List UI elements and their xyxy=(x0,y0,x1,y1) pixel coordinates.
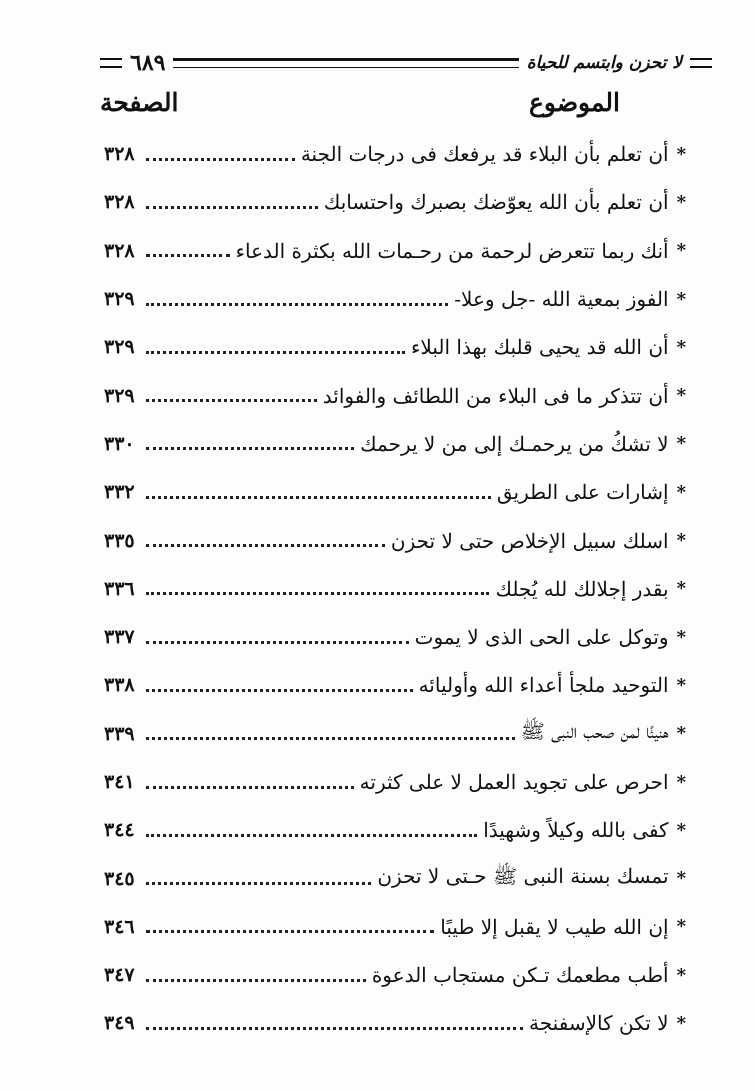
entry-page-number: ٣٣٠ xyxy=(104,432,135,455)
bullet-star: * xyxy=(676,530,686,552)
table-of-contents xyxy=(104,130,686,1048)
entry-topic: تمسك بسنة النبى ﷺ حـتى لا تحزن xyxy=(377,864,669,889)
toc-entry xyxy=(104,178,686,226)
toc-entry xyxy=(104,710,686,758)
dot-leader xyxy=(146,351,405,354)
entry-topic: إشارات على الطريق xyxy=(496,480,669,505)
bullet-star: * xyxy=(676,143,686,165)
entry-topic: الفوز بمعية الله -جل وعلا- xyxy=(454,287,669,312)
toc-entry xyxy=(104,420,686,468)
toc-entry xyxy=(104,806,686,854)
toc-entry xyxy=(104,275,686,323)
dot-leader xyxy=(146,979,366,982)
toc-entry xyxy=(104,371,686,419)
dot-leader xyxy=(146,303,448,306)
entry-page-number: ٣٣٦ xyxy=(104,577,135,600)
entry-topic: هنيئًا لمن صحب النبى ﷺ xyxy=(520,719,669,744)
entry-page-number: ٣٣٢ xyxy=(104,481,135,504)
dot-leader xyxy=(146,786,354,789)
bullet-star: * xyxy=(676,336,686,358)
entry-topic: وتوكل على الحى الذى لا يموت xyxy=(414,625,669,650)
entry-page-number: ٣٤١ xyxy=(104,771,135,793)
header-rule-stub xyxy=(100,58,122,68)
bullet-star: * xyxy=(676,626,686,648)
entry-topic: أن الله قد يحيى قلبك بهذا البلاء xyxy=(411,335,669,360)
dot-leader xyxy=(146,447,354,450)
topic-column-heading: الموضوع xyxy=(529,87,620,117)
entry-page-number: ٣٤٤ xyxy=(104,819,135,842)
entry-topic: أن تعلم بأن الله يعوّضك بصبرك واحتسابك xyxy=(323,190,669,215)
bullet-star: * xyxy=(676,578,686,600)
dot-leader xyxy=(146,496,491,499)
bullet-star: * xyxy=(676,916,686,938)
book-title: لا تحزن وابتسم للحياة xyxy=(526,53,682,73)
entry-topic: اسلك سبيل الإخلاص حتى لا تحزن xyxy=(390,528,669,553)
entry-page-number: ٣٣٩ xyxy=(104,722,135,745)
column-headings xyxy=(100,84,620,120)
bullet-star: * xyxy=(676,771,686,793)
header-rule xyxy=(173,58,518,68)
entry-topic: إن الله طيب لا يقبل إلا طيبًا xyxy=(440,914,669,939)
toc-entry xyxy=(104,903,686,951)
toc-entry xyxy=(104,565,686,613)
dot-leader xyxy=(146,737,515,740)
bullet-star: * xyxy=(676,385,686,407)
dot-leader xyxy=(146,206,318,209)
bullet-star: * xyxy=(676,240,686,262)
entry-page-number: ٣٢٩ xyxy=(104,336,135,359)
entry-topic: أنك ربما تتعرض لرحمة من رحـمات الله بكثرة الدعاء xyxy=(235,238,669,263)
dot-leader xyxy=(146,254,230,257)
dot-leader xyxy=(146,399,317,402)
entry-page-number: ٣٤٩ xyxy=(104,1012,135,1035)
entry-page-number: ٣٤٦ xyxy=(104,915,135,938)
entry-topic: التوحيد ملجأ أعداء الله وأوليائه xyxy=(418,673,669,698)
bullet-star: * xyxy=(676,964,686,986)
bullet-star: * xyxy=(676,191,686,213)
bullet-star: * xyxy=(676,288,686,310)
toc-entry xyxy=(104,854,686,902)
entry-page-number: ٣٤٧ xyxy=(104,964,135,987)
toc-entry xyxy=(104,999,686,1047)
toc-entry xyxy=(104,468,686,516)
dot-leader xyxy=(146,834,477,837)
toc-entry xyxy=(104,613,686,661)
entry-page-number: ٣٢٩ xyxy=(104,384,135,407)
toc-entry xyxy=(104,227,686,275)
toc-entry xyxy=(104,661,686,709)
dot-leader xyxy=(146,1027,523,1030)
entry-topic: أن تعلم بأن البلاء قد يرفعك فى درجات الجنة xyxy=(300,142,669,167)
page-column-heading: الصفحة xyxy=(100,87,179,117)
toc-entry xyxy=(104,323,686,371)
dot-leader xyxy=(146,930,434,933)
page-number: ٦٨٩ xyxy=(130,50,166,76)
entry-topic: كفى بالله وكيلاً وشهيدًا xyxy=(483,818,669,843)
header-rule-stub xyxy=(690,58,712,68)
entry-topic: لا تكن كالإسفنجة xyxy=(529,1011,669,1036)
dot-leader xyxy=(146,158,295,161)
toc-entry xyxy=(104,516,686,564)
entry-topic: أطب مطعمك تـكن مستجاب الدعوة xyxy=(371,963,669,988)
entry-page-number: ٣٢٨ xyxy=(104,143,135,166)
bullet-star: * xyxy=(676,481,686,503)
toc-entry xyxy=(104,951,686,999)
running-header xyxy=(100,48,712,78)
entry-page-number: ٣٣٥ xyxy=(104,529,135,552)
bullet-star: * xyxy=(676,433,686,455)
entry-page-number: ٣٣٧ xyxy=(104,626,135,649)
dot-leader xyxy=(146,544,385,547)
dot-leader xyxy=(146,641,409,644)
bullet-star: * xyxy=(676,819,686,841)
bullet-star: * xyxy=(676,868,686,890)
dot-leader xyxy=(146,592,489,595)
entry-page-number: ٣٢٩ xyxy=(104,288,135,311)
bullet-star: * xyxy=(676,1012,686,1034)
entry-page-number: ٣٢٨ xyxy=(104,191,135,214)
entry-page-number: ٣٣٨ xyxy=(104,674,135,697)
toc-entry xyxy=(104,130,686,178)
entry-page-number: ٣٢٨ xyxy=(104,239,135,262)
bullet-star: * xyxy=(676,723,686,745)
entry-topic: بقدر إجلالك لله يُجلك xyxy=(495,576,669,601)
entry-page-number: ٣٤٥ xyxy=(104,867,135,890)
dot-leader xyxy=(146,882,371,885)
toc-entry xyxy=(104,758,686,806)
entry-topic: احرص على تجويد العمل لا على كثرته xyxy=(359,770,669,794)
entry-topic: أن تتذكر ما فى البلاء من اللطائف والفوائد xyxy=(322,383,669,408)
entry-topic: لا تشكُ من يرحمـك إلى من لا يرحمك xyxy=(360,431,669,456)
bullet-star: * xyxy=(676,674,686,696)
dot-leader xyxy=(146,689,413,692)
